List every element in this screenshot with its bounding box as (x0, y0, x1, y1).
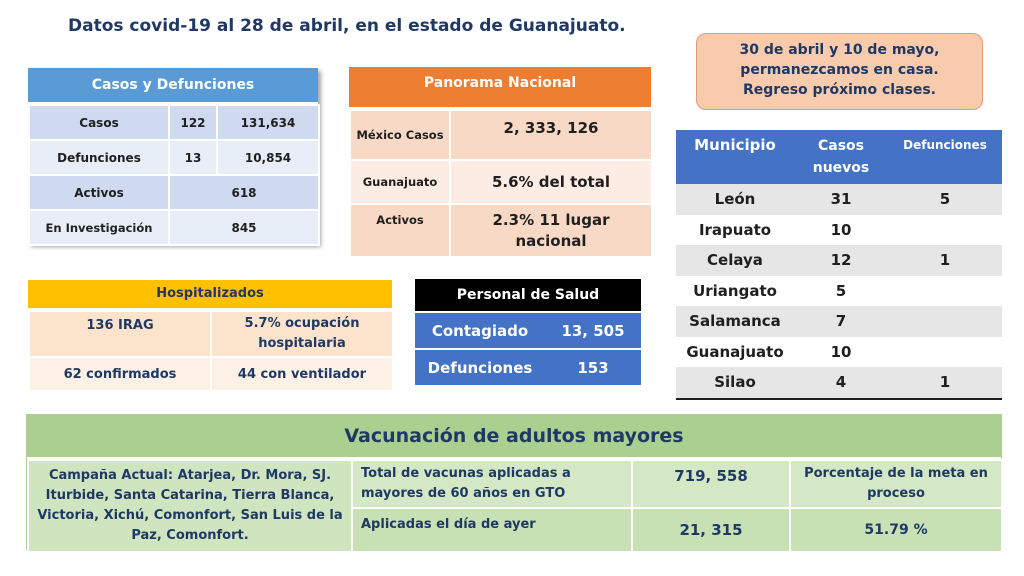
table-row (29, 311, 393, 357)
municipio-name: Salamanca (689, 312, 781, 331)
table-row (29, 105, 319, 140)
row-value: 122 (169, 105, 217, 140)
callout-line: 30 de abril y 10 de mayo, (739, 42, 940, 58)
table-row (29, 210, 319, 245)
row-value: 845 (169, 210, 319, 245)
def-value: 1 (939, 373, 951, 392)
municipios-header (676, 130, 1002, 184)
def-value: 1 (939, 251, 951, 270)
row-label: Defunciones (29, 140, 169, 175)
table-row (415, 350, 641, 387)
panorama-nacional-header: Panorama Nacional (349, 67, 651, 109)
hosp-cell: 62 confirmados (29, 357, 211, 391)
municipio-name: Irapuato (698, 220, 772, 239)
casos-value: 5 (835, 281, 847, 300)
vacunacion-header: Vacunación de adultos mayores (27, 415, 1001, 459)
header-casos-nuevos: Casos nuevos (812, 138, 870, 176)
row-value: 10,854 (217, 140, 319, 175)
hosp-cell: 136 IRAG (29, 311, 211, 357)
municipio-name: León (714, 190, 756, 209)
stay-home-callout (696, 33, 983, 110)
casos-value: 10 (830, 220, 852, 239)
row-value: 153 (577, 358, 609, 377)
callout-line: permanezcamos en casa. (740, 62, 939, 78)
municipio-name: Guanajuato (686, 342, 784, 361)
casos-value: 4 (835, 373, 847, 392)
row-label: Defunciones (427, 358, 533, 377)
casos-value: 12 (830, 251, 852, 270)
hospitalizados-header: Hospitalizados (28, 280, 392, 310)
row-value: 2.3% 11 lugar nacional (450, 204, 652, 257)
row-label: Contagiado (431, 321, 529, 340)
municipio-name: Celaya (707, 251, 763, 270)
casos-value: 10 (830, 342, 852, 361)
personal-salud-header: Personal de Salud (415, 279, 641, 313)
municipio-name: Uriangato (693, 281, 777, 300)
callout-line: Regreso próximo clases. (743, 82, 936, 98)
municipios-table (676, 130, 1002, 400)
row-label: México Casos (350, 110, 450, 160)
hosp-cell: 44 con ventilador (211, 357, 393, 391)
row-label: Guanajuato (350, 160, 450, 204)
row-value: 131,634 (217, 105, 319, 140)
def-value: 5 (939, 190, 951, 209)
row-value: 5.6% del total (450, 160, 652, 204)
header-municipio: Municipio (694, 136, 776, 154)
table-row (676, 367, 1002, 398)
row-value: 2, 333, 126 (450, 110, 652, 160)
row-label: Activos (350, 204, 450, 257)
table-row (28, 460, 1002, 508)
panorama-nacional-table (349, 67, 651, 256)
table-row (350, 204, 652, 257)
row-value: 13, 505 (561, 321, 625, 340)
hospitalizados-table (28, 280, 392, 388)
personal-salud-table (415, 279, 641, 384)
municipio-name: Silao (714, 373, 756, 392)
casos-defunciones-header: Casos y Defunciones (28, 68, 318, 104)
table-row (676, 337, 1002, 368)
pct-value: 51.79 % (790, 508, 1002, 552)
row-value: 618 (169, 175, 319, 210)
row-label: Activos (29, 175, 169, 210)
total-value: 719, 558 (632, 460, 790, 508)
header-defunciones: Defunciones (903, 138, 987, 152)
table-row (676, 184, 1002, 215)
row-label: Casos (29, 105, 169, 140)
table-row (350, 160, 652, 204)
table-row (415, 313, 641, 350)
pct-label: Porcentaje de la meta en proceso (790, 460, 1002, 508)
ayer-label: Aplicadas el día de ayer (352, 508, 632, 552)
table-row (676, 245, 1002, 276)
row-value: 13 (169, 140, 217, 175)
table-row (29, 357, 393, 391)
table-row (29, 175, 319, 210)
table-row (676, 215, 1002, 246)
vacunacion-table (26, 414, 1002, 550)
ayer-value: 21, 315 (632, 508, 790, 552)
hosp-cell: 5.7% ocupación hospitalaria (211, 311, 393, 357)
casos-value: 31 (830, 190, 852, 209)
table-row (676, 306, 1002, 337)
campana-text: Campaña Actual: Atarjea, Dr. Mora, SJ. Iturbide, Santa Catarina, Tierra Blanca, Victoria, Xichú, Comonfort, San Luis de la Paz, Comonfort. (28, 460, 352, 552)
table-row (676, 276, 1002, 307)
casos-defunciones-table (28, 68, 318, 244)
total-label: Total de vacunas aplicadas a mayores de 60 años en GTO (352, 460, 632, 508)
table-row (350, 110, 652, 160)
row-label: En Investigación (29, 210, 169, 245)
table-row (29, 140, 319, 175)
page-title: Datos covid-19 al 28 de abril, en el estado de Guanajuato. (68, 16, 626, 36)
casos-value: 7 (835, 312, 847, 331)
